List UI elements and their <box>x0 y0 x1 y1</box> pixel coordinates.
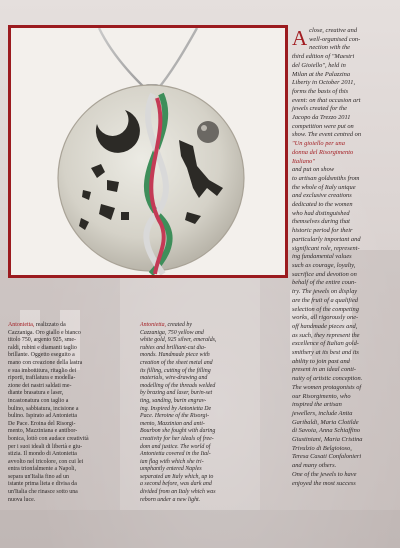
article-line: themselves during that <box>292 218 350 226</box>
caption-line: its filling, cutting of the filling <box>140 367 211 374</box>
caption-line: separated an Italy which, up to <box>140 473 214 480</box>
article-line: Giustiniani, Maria Cristina <box>292 436 363 444</box>
article-line: excellence of Italian gold- <box>292 340 359 348</box>
caption-line: e sua imbottitura, ritaglio dei <box>8 367 77 374</box>
article-line: enjoyed the most success <box>292 479 356 487</box>
caption-lead-word: Antonietta, <box>140 322 167 328</box>
caption-line: nuova luce. <box>8 496 36 503</box>
pendant-photo <box>8 25 288 278</box>
caption-line: creativity for her ideals of free- <box>140 435 214 442</box>
caption-line: per i suoi ideali di libertà e giu- <box>8 443 83 450</box>
caption-line: Antonietta, created by <box>140 322 192 328</box>
accent-line: Italiano" <box>292 157 315 165</box>
english-caption <box>140 322 226 504</box>
caption-line: Bourbon she fought with daring <box>140 428 216 435</box>
article-line: behalf of the entire coun- <box>292 279 357 287</box>
caption-line: materials, wire-drawing and <box>140 375 208 382</box>
caption-line: ting, sanding, burin engrav- <box>140 397 207 404</box>
article-line: dedicated to the women <box>292 201 353 209</box>
article-line: and exclusive creations <box>292 192 352 200</box>
article-line: such as courage, loyalty, <box>292 261 356 269</box>
pendant-image <box>11 28 285 275</box>
caption-line: ian flag with which she tri- <box>140 458 204 465</box>
article-line: The women protagonists of <box>292 383 362 391</box>
italian-caption <box>8 322 94 504</box>
caption-line: titolo 750, argento 925, sme- <box>8 337 76 344</box>
article-line: Liberty in October 2011, <box>292 79 356 87</box>
article-line: Trivulzio di Belgioioso, <box>292 444 352 452</box>
caption-line: creation of the sheet metal and <box>140 359 213 366</box>
caption-line: dom and justice. The world of <box>140 443 211 450</box>
caption-line: Cazzaniga, 750 yellow and <box>140 329 204 336</box>
caption-line: stizia. Il mondo di Antonietta <box>8 451 77 458</box>
article-line: di Savoia, Anna Schiaffino <box>292 427 361 435</box>
article-line: the whole of Italy unique <box>292 183 356 191</box>
article-line: who had distinguished <box>292 209 350 217</box>
caption-line: zione dei nastri saldati me- <box>8 382 72 389</box>
article-line: and many others. <box>292 462 337 470</box>
caption-line: diante brasatura e laser, <box>8 390 64 397</box>
caption-line: white gold, 925 silver, emeralds, <box>140 337 217 344</box>
caption-line: incastonatura con taglio a <box>8 397 69 404</box>
article-line: event: on that occasion art <box>292 96 361 104</box>
article-line: del Gioiello", held in <box>292 61 346 69</box>
article-line: off handmade pieces and, <box>292 322 358 330</box>
accent-line: "Un gioiello per una <box>292 140 345 148</box>
article-line: try. The jewels on display <box>292 288 358 296</box>
caption-line: un'Italia che rinasce sotto una <box>8 489 78 496</box>
article-line: are the fruit of a qualified <box>292 296 358 304</box>
caption-line: Pace. Heroine of the Risorgi- <box>140 413 210 420</box>
caption-line: istante prima lieta e divisa da <box>8 481 77 488</box>
article-line: Milan at the Palazzina <box>292 70 351 78</box>
article-line: well-organised con- <box>309 35 361 43</box>
article-line: ing fundamental values <box>292 253 352 261</box>
article-line: inspired the artisan <box>292 401 342 409</box>
caption-line: by brazing and laser, burin-set <box>140 390 213 397</box>
article-line: significant role, represent- <box>292 244 360 252</box>
article-text-after <box>292 166 388 488</box>
article-line: present in an ideal conti- <box>292 366 357 374</box>
article-line: selection of the competing <box>292 305 359 313</box>
caption-line: Antonietta covered in the Ital- <box>140 451 211 458</box>
caption-line: a second before, was dark and <box>140 481 212 488</box>
article-line: smithery at its best and its <box>292 349 359 357</box>
caption-lead-word: Antonietta, <box>8 322 35 328</box>
caption-line: bulino, sabbiatura, incisione a <box>8 405 79 412</box>
article-line: works, all rigorously one- <box>292 314 359 322</box>
caption-line: mento, Mazzinian and anti- <box>140 420 205 427</box>
article-line: historic period for their <box>292 227 353 235</box>
italian-caption-lines <box>8 322 94 504</box>
article-line: our Risorgimento, who <box>292 392 351 400</box>
article-line: forms the basis of this <box>292 87 349 95</box>
article-line: and put on show <box>292 166 335 174</box>
article-line: Teresa Casati Confalonieri <box>292 453 362 461</box>
caption-line: ing. Inspired by Antonietta De <box>140 405 212 412</box>
caption-line: bulino. Ispirato ad Antonietta <box>8 413 78 420</box>
caption-line: raldi, rubini e diamanti taglio <box>8 344 77 351</box>
english-caption-lines <box>140 322 226 504</box>
article-line: Jacopo da Trezzo 2011 <box>292 114 351 122</box>
article-line: third edition of "Maestri <box>292 53 355 61</box>
caption-line: De Pace. Eroina del Risorgi- <box>8 420 76 427</box>
caption-line: mento, Mazziniana e antibor- <box>8 428 78 435</box>
caption-line: umphantly entered Naples <box>140 466 202 473</box>
caption-line: bonica, lottò con audace creatività <box>8 435 89 442</box>
caption-line: rubies and brilliant-cut dia- <box>140 344 206 351</box>
article-line: show. The event centred on <box>292 131 362 139</box>
english-article-text <box>292 27 388 488</box>
article-line: jewellers, include Anita <box>292 409 353 417</box>
drop-cap: A <box>292 26 308 50</box>
caption-line: Cazzaniga. Oro giallo e bianco <box>8 329 81 336</box>
caption-line: entra trionfalmente a Napoli, <box>8 466 77 473</box>
article-line: jewels created for the <box>292 105 347 113</box>
caption-line: avvolto nel tricolore, con cui lei <box>8 458 84 465</box>
article-line: competition were put on <box>292 122 354 130</box>
article-line: to artisan goldsmiths from <box>292 174 360 182</box>
article-line: ability to join past and <box>292 357 350 365</box>
caption-line: modelling of the threads welded <box>140 382 216 389</box>
article-line: as such, they represent the <box>292 331 360 339</box>
caption-line: mano con creazione della lastra <box>8 359 83 366</box>
article-line: nection with the <box>309 44 350 52</box>
caption-line: monds. Handmade piece with <box>140 352 210 359</box>
accent-line: donna del Risorgimento <box>292 148 354 156</box>
caption-line: riporti, trafilatura e modella- <box>8 375 76 382</box>
caption-line: divided from an Italy which was <box>140 489 216 496</box>
caption-line: brillante. Oggetto eseguito a <box>8 352 75 359</box>
article-line: close, creative and <box>309 27 358 34</box>
caption-line: reborn under a new light. <box>140 496 201 503</box>
article-line: sacrifice and devotion on <box>292 270 357 278</box>
caption-line: separa un'Italia fino ad un <box>8 473 69 480</box>
article-line: One of the jewels to have <box>292 470 357 478</box>
event-title-accent <box>292 140 388 166</box>
article-line: particularly important and <box>292 235 361 243</box>
caption-line: Antonietta, realizzato da <box>8 322 66 328</box>
article-line: nuity of artistic conception. <box>292 375 363 383</box>
article-line: Garibaldi, Maria Clotilde <box>292 418 359 426</box>
